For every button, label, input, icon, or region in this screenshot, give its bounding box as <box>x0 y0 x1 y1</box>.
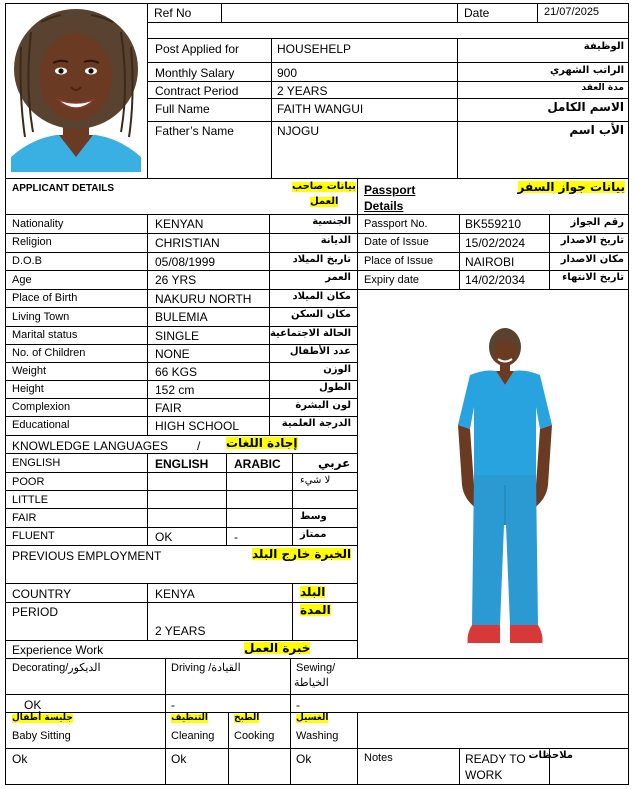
decorating-label: Decorating/الديكور <box>12 662 101 674</box>
children-value: NONE <box>155 347 190 361</box>
sewing-label: Sewing/ <box>296 662 336 674</box>
experience-heading-ar: خبرة العمل <box>244 641 311 655</box>
passport-no-ar: رقم الجواز <box>570 217 624 228</box>
sewing-value: - <box>296 698 300 712</box>
lang-level-fluent: FLUENT <box>12 530 55 542</box>
cooking-ar: الطبخ <box>234 713 260 723</box>
expiry-date-label: Expiry date <box>364 274 420 286</box>
expiry-date-value: 14/02/2034 <box>465 273 526 287</box>
notes-value: READY TO <box>465 752 526 766</box>
driving-value: - <box>171 698 175 712</box>
driving-label: Driving /القيادة <box>171 662 241 674</box>
living-town-value: BULEMIA <box>155 310 208 324</box>
applicant-details-heading: APPLICANT DETAILS <box>12 183 115 194</box>
period-ar: المدة <box>300 603 331 617</box>
monthly-salary-value: 900 <box>277 66 298 80</box>
passport-heading-2: Details <box>364 199 404 213</box>
passport-heading: Passport <box>364 183 416 197</box>
cleaning-value: Ok <box>171 752 187 766</box>
religion-label: Religion <box>12 236 52 248</box>
date-value: 21/07/2025 <box>544 6 600 18</box>
place-of-birth-label: Place of Birth <box>12 292 78 304</box>
lang-col-english-label: ENGLISH <box>12 457 61 469</box>
contract-period-ar: مدة العقد <box>581 83 624 93</box>
height-ar: الطول <box>319 382 351 393</box>
lang-level-fair-ar: وسط <box>300 511 327 522</box>
passport-no-value: BK559210 <box>465 217 522 231</box>
marital-status-value: SINGLE <box>155 329 200 343</box>
education-label: Educational <box>12 419 70 431</box>
applicant-details-heading-ar: بيانات صاحب <box>292 181 356 192</box>
marital-status-ar: الحالة الاجتماعية <box>269 328 351 339</box>
full-name-ar: الاسم الكامل <box>547 100 624 114</box>
baby-sitting-ar: جليسة أطفال <box>12 713 73 723</box>
place-of-issue-value: NAIROBI <box>465 255 515 269</box>
age-ar: العمر <box>325 272 351 283</box>
period-value: 2 YEARS <box>155 624 206 638</box>
weight-ar: الوزن <box>323 364 351 375</box>
passport-no-label: Passport No. <box>364 218 428 230</box>
contract-period-value: 2 YEARS <box>277 84 328 98</box>
notes-label: Notes <box>364 752 393 764</box>
date-of-issue-label: Date of Issue <box>364 236 429 248</box>
marital-status-label: Marital status <box>12 329 78 341</box>
place-of-birth-value: NAKURU NORTH <box>155 292 252 306</box>
post-applied-value: HOUSEHELP <box>277 42 352 56</box>
lang-fluent-english: OK <box>155 530 173 544</box>
passport-heading-ar: بيانات جواز السفر <box>517 180 625 194</box>
living-town-label: Living Town <box>12 311 70 323</box>
date-of-issue-value: 15/02/2024 <box>465 236 526 250</box>
date-of-issue-ar: تاريخ الاصدار <box>560 235 624 246</box>
age-value: 26 YRS <box>155 273 197 287</box>
place-of-issue-label: Place of Issue <box>364 255 434 267</box>
complexion-ar: لون البشرة <box>295 400 351 411</box>
living-town-ar: مكان السكن <box>291 309 351 320</box>
father-name-label: Father’s Name <box>155 124 234 138</box>
nationality-ar: الجنسية <box>312 216 351 227</box>
country-label: COUNTRY <box>12 587 72 601</box>
lang-level-poor-ar: لا شيء <box>300 475 331 486</box>
lang-fluent-arabic: - <box>234 530 238 544</box>
religion-ar: الديانة <box>320 235 351 246</box>
lang-level-poor: POOR <box>12 476 45 488</box>
place-of-issue-ar: مكان الاصدار <box>560 254 624 265</box>
weight-label: Weight <box>12 365 47 377</box>
ref-no-label: Ref No <box>154 6 192 20</box>
complexion-value: FAIR <box>155 401 182 415</box>
full-name-value: FAITH WANGUI <box>277 102 364 116</box>
expiry-date-ar: تاريخ الانتهاء <box>562 272 624 283</box>
monthly-salary-label: Monthly Salary <box>155 66 235 80</box>
washing-value: Ok <box>296 752 312 766</box>
age-label: Age <box>12 274 32 286</box>
baby-sitting-value: Ok <box>12 752 28 766</box>
sewing-label-ar: الخياطة <box>294 677 329 689</box>
languages-heading: KNOWLEDGE LANGUAGES <box>12 439 169 453</box>
nationality-value: KENYAN <box>155 217 204 231</box>
lang-level-little: LITTLE <box>12 494 49 506</box>
post-applied-label: Post Applied for <box>155 42 240 56</box>
previous-employment-heading-ar: الخبرة خارج البلد <box>252 547 352 561</box>
cleaning-ar: التنظيف <box>171 713 208 723</box>
dob-label: D.O.B <box>12 255 42 267</box>
contract-period-label: Contract Period <box>155 84 239 98</box>
country-value: KENYA <box>155 587 195 601</box>
weight-value: 66 KGS <box>155 365 198 379</box>
languages-heading-ar: إجادة اللغات <box>226 436 298 450</box>
washing-ar: الغسيل <box>296 713 329 723</box>
lang-level-fluent-ar: ممتاز <box>300 529 327 540</box>
cooking-label: Cooking <box>234 730 275 742</box>
portrait-photo <box>11 7 141 172</box>
period-label: PERIOD <box>12 605 59 619</box>
country-ar: البلد <box>300 585 326 599</box>
father-name-value: NJOGU <box>277 124 319 138</box>
full-body-photo <box>440 325 570 660</box>
children-label: No. of Children <box>12 347 86 359</box>
notes-ar: ملاحظات <box>528 750 573 761</box>
lang-level-fair: FAIR <box>12 512 37 524</box>
height-value: 152 cm <box>155 383 195 397</box>
lang-col-arabic: ARABIC <box>234 457 281 471</box>
nationality-label: Nationality <box>12 218 64 230</box>
post-applied-ar: الوظيفة <box>583 41 624 52</box>
baby-sitting-label: Baby Sitting <box>12 730 71 742</box>
cleaning-label: Cleaning <box>171 730 215 742</box>
dob-value: 05/08/1999 <box>155 255 216 269</box>
full-name-label: Full Name <box>155 102 210 116</box>
notes-value-2: WORK <box>465 768 503 782</box>
religion-value: CHRISTIAN <box>155 236 220 250</box>
experience-heading: Experience Work <box>12 643 104 657</box>
applicant-details-heading-ar-2: العمل <box>310 196 339 207</box>
dob-ar: تاريخ الميلاد <box>292 254 351 265</box>
place-of-birth-ar: مكان الميلاد <box>292 291 351 302</box>
date-label: Date <box>464 6 490 20</box>
lang-col-arabic-ar: عربي <box>318 456 351 470</box>
languages-slash: / <box>197 439 201 453</box>
complexion-label: Complexion <box>12 401 71 413</box>
monthly-salary-ar: الراتب الشهري <box>550 65 624 76</box>
height-label: Height <box>12 383 44 395</box>
decorating-value: OK <box>24 698 42 712</box>
washing-label: Washing <box>296 730 339 742</box>
children-ar: عدد الأطفال <box>289 346 351 357</box>
father-name-ar: الأب اسم <box>569 123 624 137</box>
education-value: HIGH SCHOOL <box>155 419 240 433</box>
lang-col-english: ENGLISH <box>155 457 209 471</box>
previous-employment-heading: PREVIOUS EMPLOYMENT <box>12 549 162 563</box>
education-ar: الدرجة العلمية <box>281 418 351 429</box>
